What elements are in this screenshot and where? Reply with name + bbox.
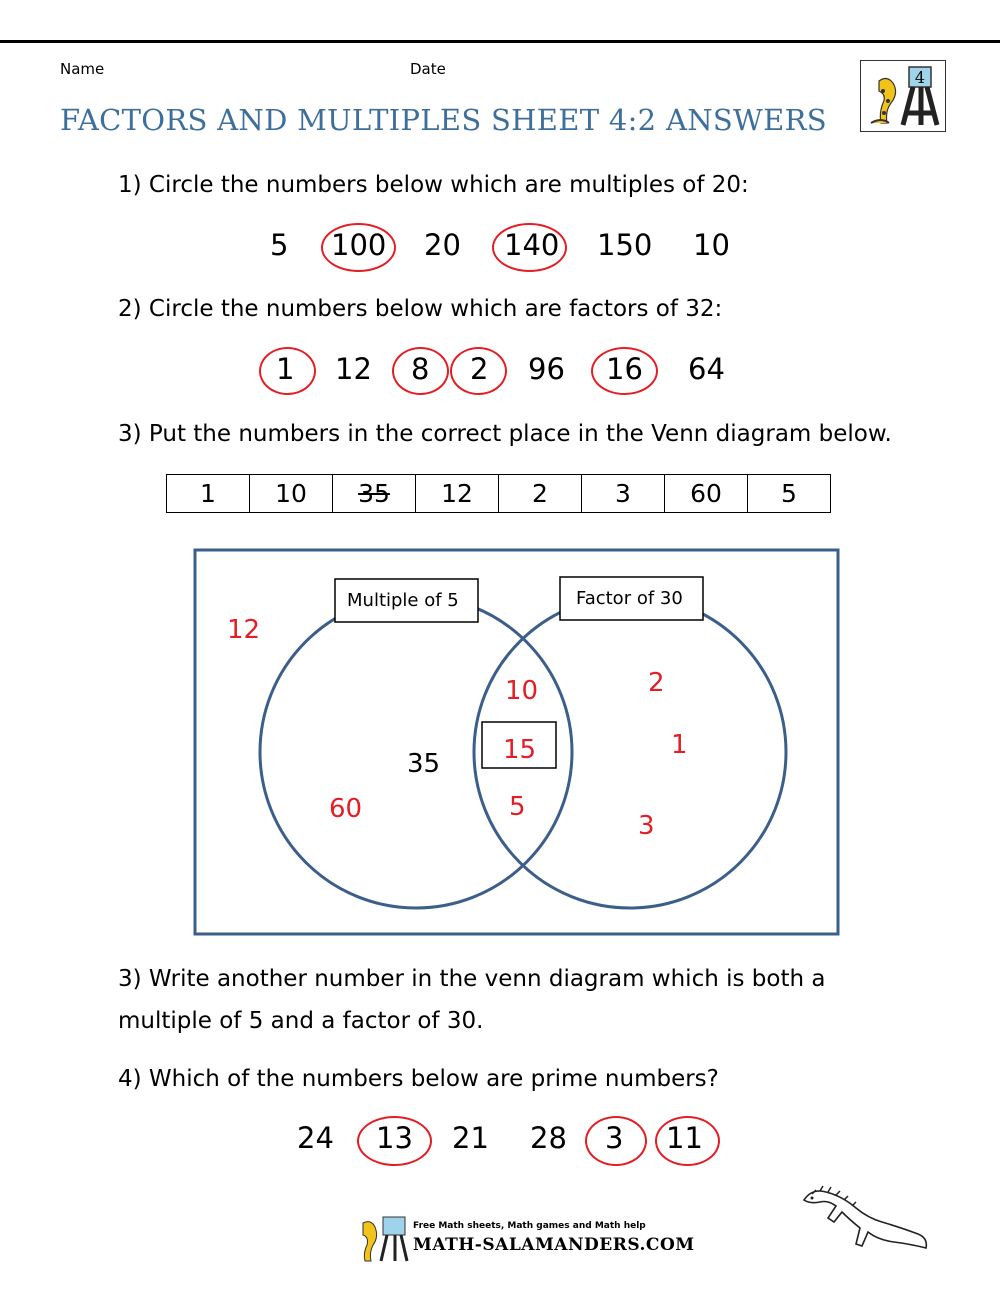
q1-number: 150 [597, 228, 653, 262]
q3-prompt: 3) Put the numbers in the correct place in the Venn diagram below. [118, 421, 892, 447]
table-cell: 60 [665, 475, 748, 513]
table-cell: 12 [416, 475, 499, 513]
q4-number: 24 [297, 1121, 334, 1155]
venn-left-number: 35 [407, 749, 441, 779]
q1-number: 5 [270, 228, 289, 262]
salamander-logo-icon [355, 1213, 415, 1263]
q1-number: 10 [693, 228, 730, 262]
q2-number: 12 [335, 352, 372, 386]
q2-number: 64 [688, 352, 725, 386]
q4-number: 13 [376, 1121, 413, 1155]
table-cell: 10 [250, 475, 333, 513]
answer-circle [655, 1116, 720, 1166]
venn-right-number: 3 [638, 811, 655, 841]
q4-prompt: 4) Which of the numbers below are prime numbers? [118, 1066, 719, 1092]
venn-left-number: 60 [329, 794, 363, 824]
q2-number: 16 [606, 352, 643, 386]
venn-both-number: 5 [509, 792, 526, 822]
q4-number: 11 [666, 1121, 703, 1155]
q2-number: 1 [276, 352, 295, 386]
table-cell: 1 [167, 475, 250, 513]
q4-number: 21 [452, 1121, 489, 1155]
answer-circle [585, 1116, 647, 1166]
q3b-line2: multiple of 5 and a factor of 30. [118, 1008, 484, 1034]
venn-outside-number: 12 [227, 615, 261, 645]
venn-both-number: 10 [505, 676, 539, 706]
q1-prompt: 1) Circle the numbers below which are multiples of 20: [118, 172, 749, 198]
table-cell: 2 [499, 475, 582, 513]
q2-prompt: 2) Circle the numbers below which are factors of 32: [118, 296, 723, 322]
venn-right-number: 2 [648, 668, 665, 698]
answer-circle [357, 1116, 432, 1166]
venn-right-number: 1 [671, 730, 688, 760]
footer-site: MATH-SALAMANDERS.COM [413, 1235, 695, 1255]
q2-number: 8 [411, 352, 430, 386]
grade-number: 4 [914, 68, 926, 87]
salamander-icon [800, 1180, 930, 1265]
table-cell: 5 [748, 475, 831, 513]
q3b-line1: 3) Write another number in the venn diagram which is both a [118, 966, 826, 992]
q2-number: 2 [470, 352, 489, 386]
venn-label-right: Factor of 30 [576, 588, 683, 609]
name-label: Name [60, 60, 105, 78]
page-title: FACTORS AND MULTIPLES SHEET 4:2 ANSWERS [60, 103, 827, 137]
q4-number: 28 [530, 1121, 567, 1155]
footer-logo [355, 1213, 695, 1263]
venn-both-number: 15 [503, 735, 537, 765]
q1-number: 20 [424, 228, 461, 262]
venn-label-left: Multiple of 5 [347, 590, 459, 611]
table-cell-struck: 35 [333, 475, 416, 513]
table-cell: 3 [582, 475, 665, 513]
q4-number: 3 [605, 1121, 624, 1155]
q2-number: 96 [528, 352, 565, 386]
q1-number: 100 [331, 228, 387, 262]
date-label: Date [410, 60, 446, 78]
q1-number: 140 [504, 228, 560, 262]
footer-tagline: Free Math sheets, Math games and Math help [413, 1221, 646, 1231]
